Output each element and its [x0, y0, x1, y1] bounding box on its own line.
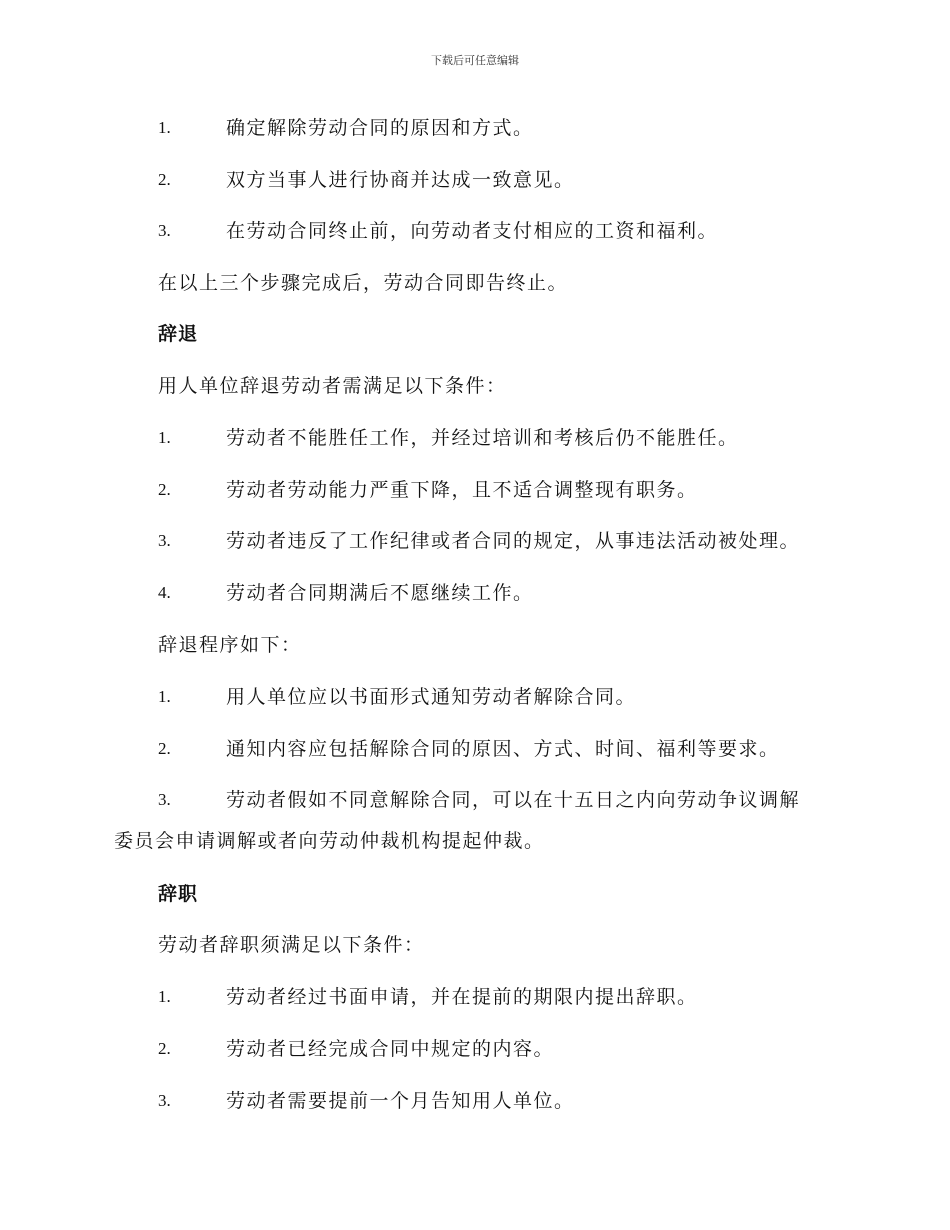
- list-item-text: 劳动者合同期满后不愿继续工作。: [226, 582, 534, 604]
- list-item-text: 确定解除劳动合同的原因和方式。: [226, 117, 534, 139]
- resignation-heading: 辞职: [158, 883, 199, 905]
- list-item-text: 在劳动合同终止前，向劳动者支付相应的工资和福利。: [226, 220, 719, 242]
- list-item-text: 劳动者劳动能力严重下降，且不适合调整现有职务。: [226, 479, 698, 501]
- list-number: 2.: [158, 480, 171, 499]
- list-number: 4.: [158, 583, 171, 602]
- list-number: 3.: [158, 221, 171, 240]
- list-item-continuation: 委员会申请调解或者向劳动仲裁机构提起仲裁。: [114, 830, 545, 852]
- list-number: 1.: [158, 428, 171, 447]
- page-header: 下载后可任意编辑: [431, 54, 519, 67]
- dismissal-heading: 辞退: [158, 323, 199, 345]
- termination-conclusion: 在以上三个步骤完成后，劳动合同即告终止。: [158, 272, 569, 294]
- list-number: 3.: [158, 531, 171, 550]
- list-number: 3.: [158, 790, 171, 809]
- list-item-text: 劳动者已经完成合同中规定的内容。: [226, 1038, 555, 1060]
- list-item-text: 劳动者违反了工作纪律或者合同的规定，从事违法活动被处理。: [226, 530, 801, 552]
- list-item-text: 用人单位应以书面形式通知劳动者解除合同。: [226, 686, 637, 708]
- list-number: 2.: [158, 739, 171, 758]
- list-number: 3.: [158, 1091, 171, 1110]
- list-number: 1.: [158, 987, 171, 1006]
- list-item-text: 通知内容应包括解除合同的原因、方式、时间、福利等要求。: [226, 738, 780, 760]
- list-number: 1.: [158, 118, 171, 137]
- list-item-text: 劳动者不能胜任工作，并经过培训和考核后仍不能胜任。: [226, 427, 739, 449]
- resignation-intro: 劳动者辞职须满足以下条件：: [158, 934, 425, 956]
- list-number: 2.: [158, 1039, 171, 1058]
- dismissal-intro: 用人单位辞退劳动者需满足以下条件：: [158, 375, 507, 397]
- list-item-text: 劳动者假如不同意解除合同，可以在十五日之内向劳动争议调解: [226, 789, 801, 811]
- list-number: 1.: [158, 687, 171, 706]
- list-item-text: 劳动者经过书面申请，并在提前的期限内提出辞职。: [226, 986, 698, 1008]
- list-item-text: 双方当事人进行协商并达成一致意见。: [226, 169, 575, 191]
- list-item-text: 劳动者需要提前一个月告知用人单位。: [226, 1090, 575, 1112]
- list-number: 2.: [158, 170, 171, 189]
- dismissal-procedure-intro: 辞退程序如下：: [158, 634, 302, 656]
